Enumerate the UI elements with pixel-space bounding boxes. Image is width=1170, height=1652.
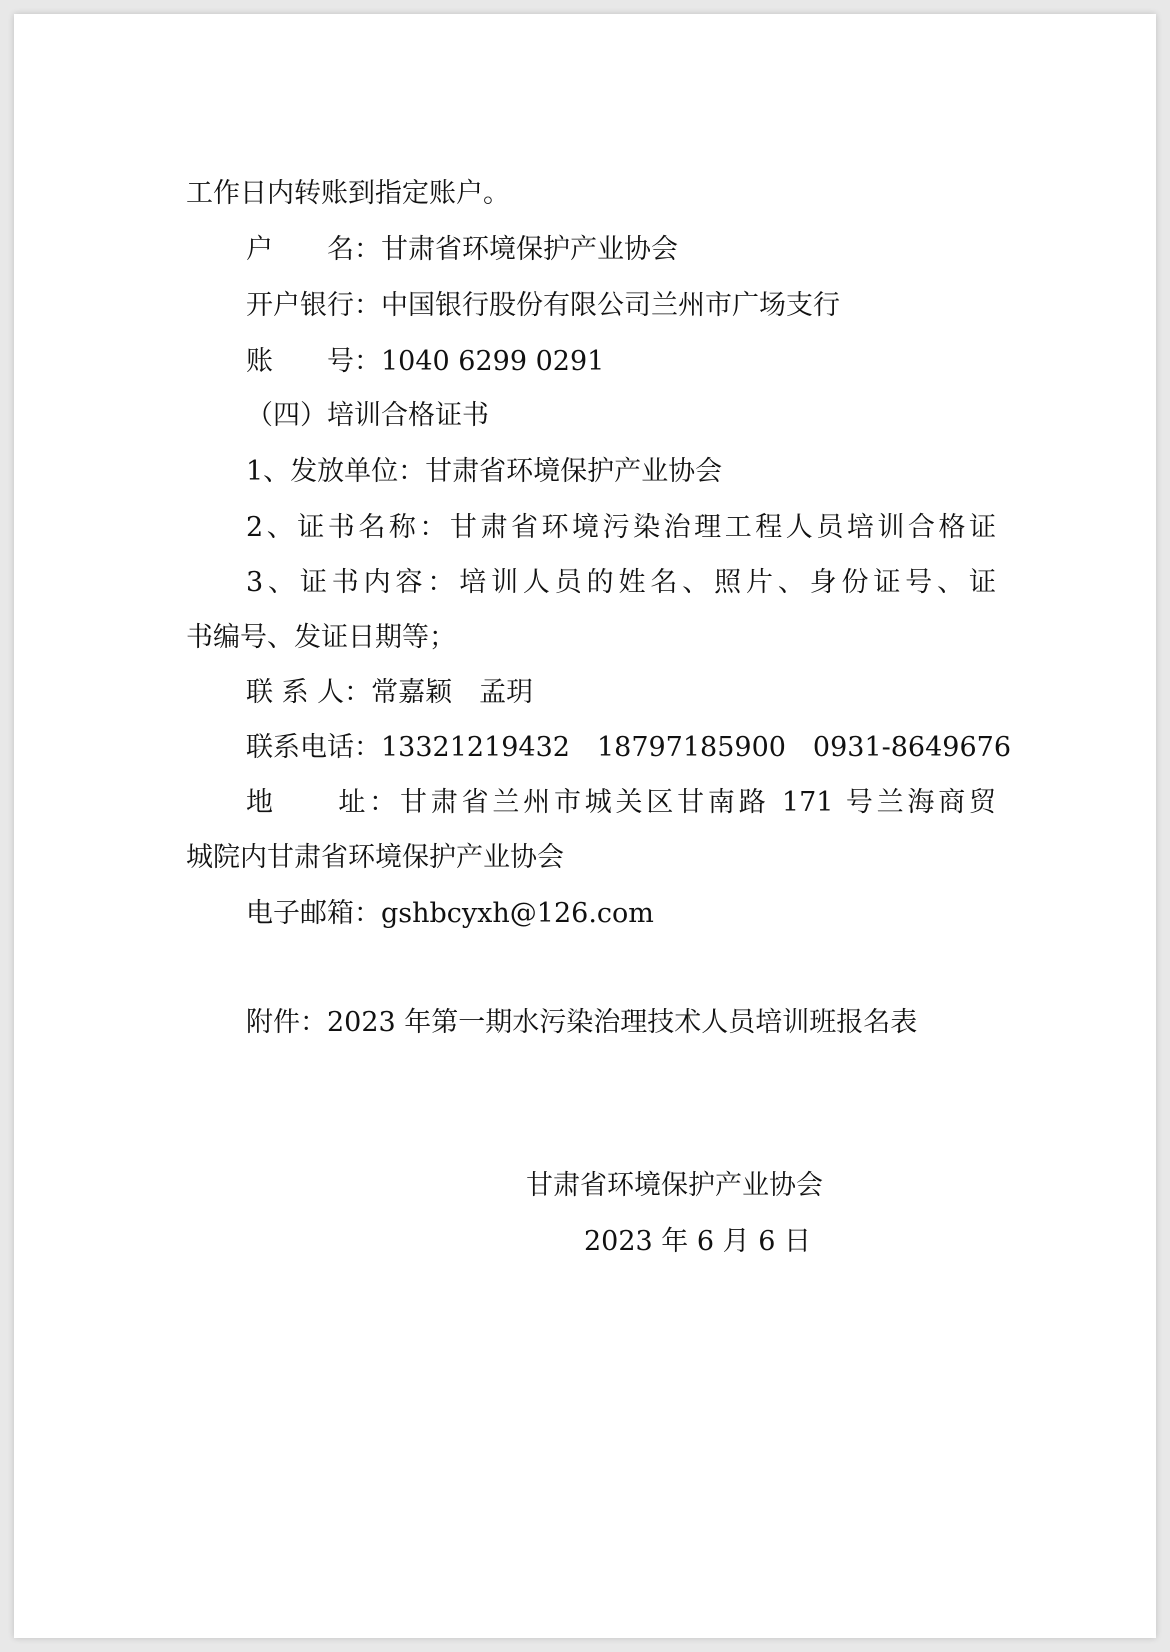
email-line: 电子邮箱：gshbcyxh@126.com — [246, 898, 654, 929]
attachment-line: 附件：2023 年第一期水污染治理技术人员培训班报名表 — [246, 1007, 918, 1038]
address-line-cont: 城院内甘肃省环境保护产业协会 — [186, 842, 564, 873]
signature-date: 2023 年 6 月 6 日 — [584, 1226, 811, 1257]
contact-phone-line: 联系电话：13321219432 18797185900 0931-8649676 — [246, 732, 1012, 763]
contact-person-line: 联 系 人：常嘉颖 孟玥 — [246, 677, 534, 708]
body-line-1: 工作日内转账到指定账户。 — [186, 178, 510, 209]
certificate-content-line-cont: 书编号、发证日期等； — [186, 622, 456, 653]
signature-organization: 甘肃省环境保护产业协会 — [526, 1170, 823, 1201]
bank-line: 开户银行：中国银行股份有限公司兰州市广场支行 — [246, 290, 840, 321]
issuer-line: 1、发放单位：甘肃省环境保护产业协会 — [246, 456, 723, 487]
address-line: 地 址：甘肃省兰州市城关区甘南路 171 号兰海商贸 — [246, 787, 996, 818]
section-heading-certificate: （四）培训合格证书 — [246, 400, 489, 431]
certificate-content-line: 3、证书内容：培训人员的姓名、照片、身份证号、证 — [246, 567, 996, 598]
certificate-name-line: 2、证书名称：甘肃省环境污染治理工程人员培训合格证 — [246, 512, 996, 543]
account-name-line: 户 名：甘肃省环境保护产业协会 — [246, 234, 678, 265]
account-number-line: 账 号：1040 6299 0291 — [246, 346, 605, 377]
document-page — [14, 14, 1156, 1638]
